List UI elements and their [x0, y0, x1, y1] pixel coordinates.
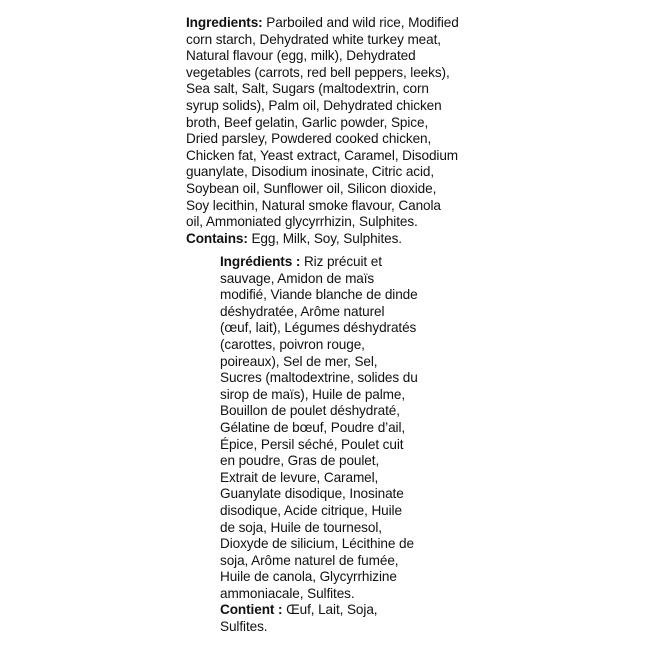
- french-contains-label: Contient :: [220, 602, 283, 618]
- french-contains-text: Œuf, Lait, Soja,: [282, 602, 378, 618]
- french-line: sauvage, Amidon de maïs: [220, 270, 375, 286]
- english-line: vegetables (carrots, red bell peppers, leeks),: [186, 64, 450, 80]
- french-line-text: Riz précuit et: [300, 254, 382, 269]
- french-line: Extrait de levure, Caramel,: [220, 469, 379, 485]
- english-line: Dried parsley, Powdered cooked chicken,: [186, 131, 432, 147]
- english-line: Soybean oil, Sunflower oil, Silicon dioxide,: [186, 180, 437, 196]
- english-ingredients-label: Ingredients:: [186, 15, 263, 30]
- english-line: Soy lecithin, Natural smoke flavour, Canola: [186, 197, 441, 213]
- french-ingredients-block: [220, 254, 418, 636]
- english-line: Chicken fat, Yeast extract, Caramel, Disodium: [186, 147, 459, 163]
- english-line-1: [186, 15, 459, 32]
- french-ingredients-label: Ingrédients :: [220, 254, 301, 269]
- french-line: de soja, Huile de tournesol,: [220, 519, 382, 535]
- english-line-text: Parboiled and wild rice, Modified: [262, 15, 459, 30]
- english-line: Sea salt, Salt, Sugars (maltodextrin, corn: [186, 81, 429, 97]
- english-line: oil, Ammoniated glycyrrhizin, Sulphites.: [186, 214, 418, 230]
- french-line: Huile de canola, Glycyrrhizine: [220, 569, 397, 585]
- english-ingredients-block: [186, 15, 459, 247]
- french-line: modifié, Viande blanche de dinde: [220, 287, 418, 303]
- english-line: guanylate, Disodium inosinate, Citric acid,: [186, 164, 435, 180]
- french-line: (œuf, lait), Légumes déshydratés: [220, 320, 417, 336]
- english-line: broth, Beef gelatin, Garlic powder, Spice,: [186, 114, 429, 130]
- french-line-1: [220, 254, 418, 271]
- french-line: Sucres (maltodextrine, solides du: [220, 370, 418, 386]
- french-line: en poudre, Gras de poulet,: [220, 453, 380, 469]
- french-line: Dioxyde de silicium, Lécithine de: [220, 536, 414, 552]
- french-line: disodique, Acide citrique, Huile: [220, 502, 402, 518]
- french-line: soja, Arôme naturel de fumée,: [220, 552, 399, 568]
- english-line: Natural flavour (egg, milk), Dehydrated: [186, 48, 416, 64]
- english-contains-text: Egg, Milk, Soy, Sulphites.: [247, 230, 402, 246]
- english-line: syrup solids), Palm oil, Dehydrated chicken: [186, 97, 442, 113]
- french-line: Épice, Persil séché, Poulet cuit: [220, 436, 404, 452]
- french-line: Gélatine de bœuf, Poudre d’ail,: [220, 419, 406, 435]
- french-line: sirop de maïs), Huile de palme,: [220, 386, 406, 402]
- french-line: poireaux), Sel de mer, Sel,: [220, 353, 378, 369]
- english-contains-line: [186, 231, 459, 248]
- french-line: ammoniacale, Sulfites.: [220, 585, 355, 601]
- french-line: déshydratée, Arôme naturel: [220, 303, 385, 319]
- french-line: (carottes, poivron rouge,: [220, 336, 365, 352]
- english-contains-label: Contains:: [186, 230, 248, 246]
- french-contains-line: [220, 602, 418, 619]
- french-contains-line-2: Sulfites.: [220, 619, 268, 635]
- french-line: Bouillon de poulet déshydraté,: [220, 403, 400, 419]
- french-line: Guanylate disodique, Inosinate: [220, 486, 404, 502]
- english-line: corn starch, Dehydrated white turkey meat,: [186, 31, 441, 47]
